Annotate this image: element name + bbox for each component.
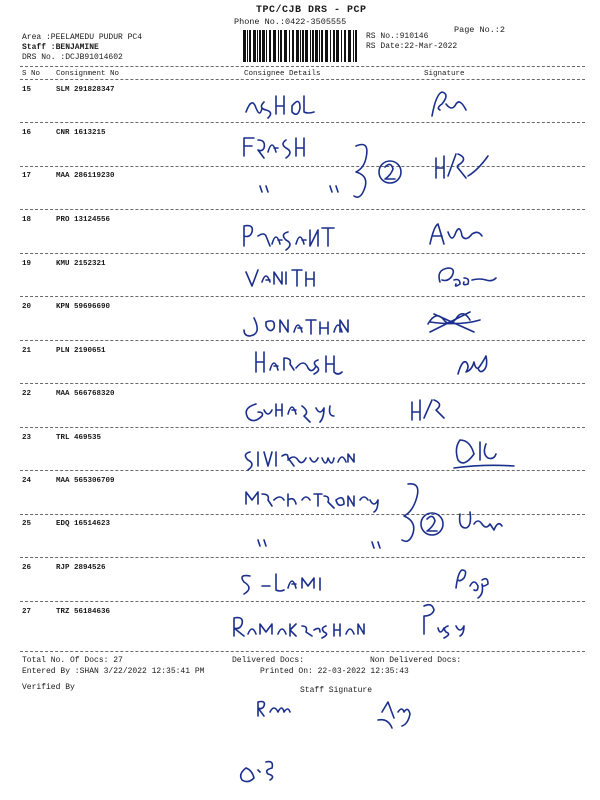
row-consignment: TRL 469535 — [56, 434, 102, 442]
staff-signature-mark — [378, 702, 410, 728]
row-consignment: PLN 2190651 — [56, 347, 106, 355]
sheet-title: TPC/CJB DRS - PCP — [256, 5, 367, 16]
col-signature: Signature — [424, 70, 465, 78]
row-sno: 16 — [22, 129, 32, 137]
row-sno: 17 — [22, 172, 32, 180]
handwritten-name — [242, 574, 320, 594]
row-sno: 15 — [22, 86, 32, 94]
signature-mark — [456, 570, 488, 598]
ditto-mark — [260, 186, 338, 192]
row-sno: 23 — [22, 434, 32, 442]
staff-label: Staff :BENJAMINE — [22, 43, 99, 52]
signature-mark — [458, 356, 487, 374]
row-consignment: MAA 286119230 — [56, 172, 115, 180]
ditto-mark — [258, 540, 380, 548]
handwritten-name — [234, 618, 364, 638]
area-label: Area :PEELAMEDU PUDUR PC4 — [22, 33, 143, 42]
rs-number: RS No.:910146 — [366, 32, 429, 41]
staff-signature-label: Staff Signature — [300, 686, 373, 695]
signature-mark — [439, 268, 496, 286]
printed-on: Printed On: 22-03-2022 12:35:43 — [260, 667, 409, 676]
entered-by: Entered By :SHAN 3/22/2022 12:35:41 PM — [22, 667, 205, 676]
ditto-brace — [402, 484, 418, 542]
col-consignee: Consignee Details — [244, 70, 321, 78]
signature-mark — [460, 512, 502, 530]
col-sno: S No — [22, 70, 41, 78]
row-sno: 18 — [22, 216, 32, 224]
handwritten-name — [246, 270, 314, 286]
row-consignment: RJP 2894526 — [56, 564, 106, 572]
delivered-docs: Delivered Docs: — [232, 656, 305, 665]
drs-number: DRS No. :DCJB91014602 — [22, 53, 123, 62]
row-consignment: MAA 566768320 — [56, 390, 115, 398]
row-sno: 20 — [22, 303, 32, 311]
page-number: Page No.:2 — [454, 25, 506, 35]
row-sno: 26 — [22, 564, 32, 572]
handwritten-name — [244, 226, 334, 250]
signature-mark — [432, 92, 466, 116]
ditto-brace — [354, 145, 367, 198]
signature-mark — [436, 154, 488, 178]
handwritten-name — [245, 452, 354, 470]
row-consignment: TRZ 56184636 — [56, 608, 111, 616]
handwritten-name — [246, 96, 314, 118]
handwritten-name — [244, 318, 348, 336]
row-consignment: EDQ 16514623 — [56, 520, 111, 528]
count-digit — [427, 516, 437, 531]
signature-mark — [454, 440, 514, 468]
row-consignment: CNR 1613215 — [56, 129, 106, 137]
row-sno: 24 — [22, 477, 32, 485]
total-docs: Total No. Of Docs: 27 — [22, 656, 123, 665]
row-consignment: MAA 565306709 — [56, 477, 115, 485]
row-consignment: KPN 59696690 — [56, 303, 111, 311]
count-digit — [385, 164, 395, 179]
row-sno: 19 — [22, 260, 32, 268]
handwritten-name — [246, 492, 378, 512]
row-sno: 21 — [22, 347, 32, 355]
signature-mark — [430, 224, 482, 244]
row-consignment: KMU 2152321 — [56, 260, 106, 268]
row-consignment: SLM 291828347 — [56, 86, 115, 94]
phone-number: Phone No.:0422-3505555 — [234, 17, 347, 27]
row-sno: 27 — [22, 608, 32, 616]
non-delivered-docs: Non Delivered Docs: — [370, 656, 462, 665]
handwritten-name — [244, 138, 304, 158]
initials-mark — [241, 762, 273, 782]
rs-date: RS Date:22-Mar-2022 — [366, 42, 458, 51]
handwritten-name — [256, 352, 342, 374]
verifier-signature — [258, 702, 290, 717]
row-sno: 25 — [22, 520, 32, 528]
verified-by: Verified By — [22, 683, 75, 692]
col-consignment: Consignment No — [56, 70, 120, 78]
row-sno: 22 — [22, 390, 32, 398]
signature-mark — [424, 605, 464, 638]
handwritten-name — [246, 404, 334, 422]
signature-mark — [428, 312, 480, 332]
signature-mark — [412, 400, 444, 420]
row-consignment: PRO 13124556 — [56, 216, 111, 224]
